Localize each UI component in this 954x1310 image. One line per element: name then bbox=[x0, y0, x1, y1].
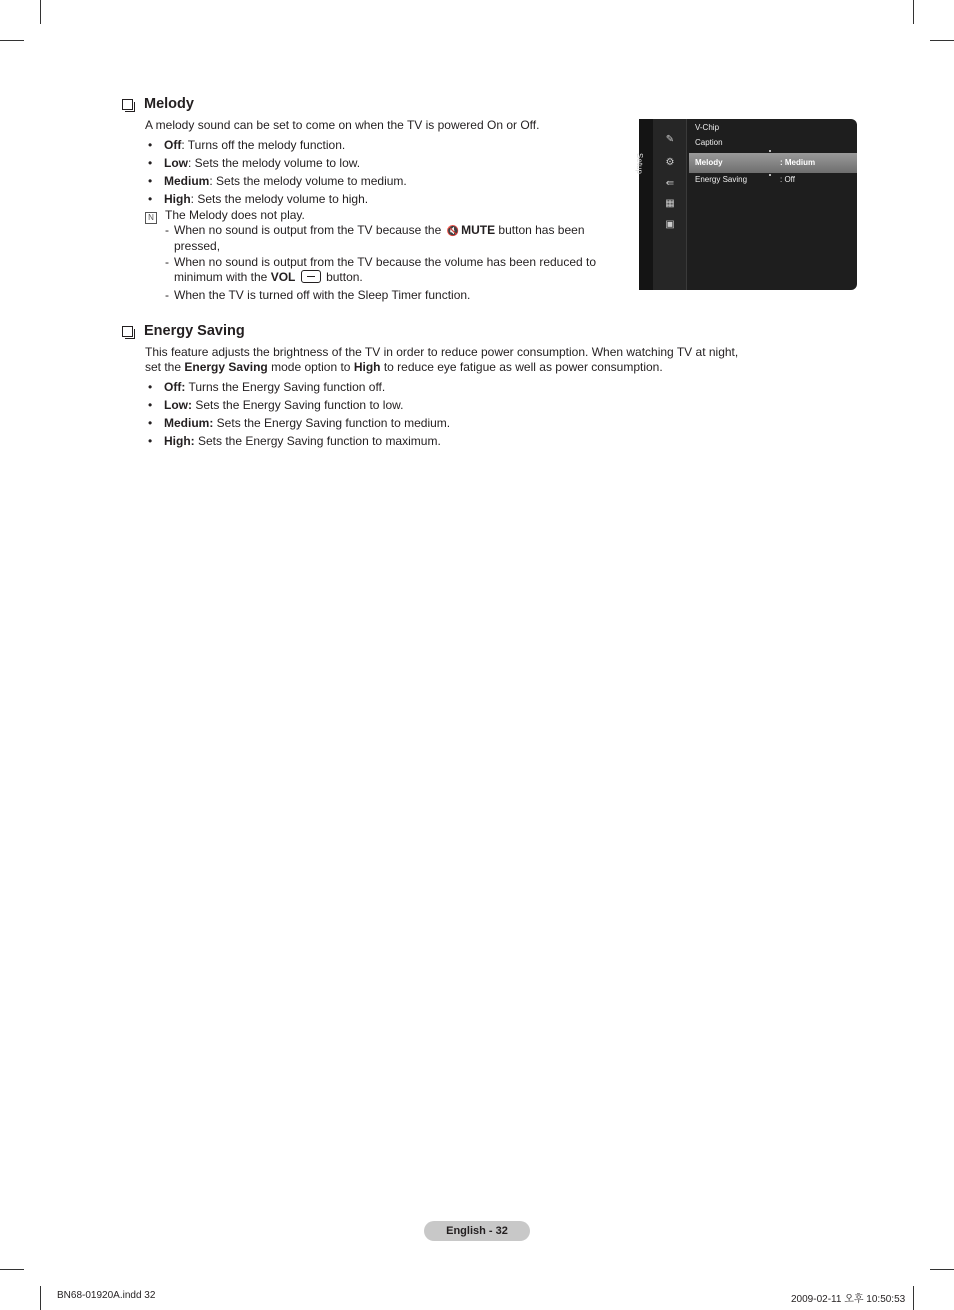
melody-note: N The Melody does not play. bbox=[145, 208, 305, 224]
list-item: • Off: Turns off the melody function. bbox=[146, 138, 407, 156]
page-number-badge: English - 32 bbox=[424, 1221, 530, 1241]
melody-options-list bbox=[146, 138, 407, 210]
melody-intro: A melody sound can be set to come on when the TV is powered On or Off. bbox=[145, 118, 540, 132]
list-item: • Medium: Sets the melody volume to medium. bbox=[146, 174, 407, 192]
picture-icon: ✎ bbox=[665, 134, 675, 145]
tv-setup-menu-screenshot bbox=[634, 119, 857, 290]
note-dash-item: - When no sound is output from the TV because the volume has been reduced to minimum with the VOL button. bbox=[165, 255, 597, 284]
file-name: BN68-01920A.indd 32 bbox=[57, 1290, 156, 1301]
crop-mark bbox=[930, 40, 954, 41]
input-icon: ⇚ bbox=[665, 178, 675, 189]
scroll-up-icon bbox=[769, 150, 771, 152]
list-item: • Off: Turns the Energy Saving function off. bbox=[146, 380, 450, 398]
note-dash-item: - When the TV is turned off with the Sleep Timer function. bbox=[165, 288, 471, 302]
list-item: • Low: Sets the Energy Saving function to low. bbox=[146, 398, 450, 416]
note-dash-item: - When no sound is output from the TV because the 🔇 MUTE button has been pressed, bbox=[165, 223, 585, 253]
energy-options-list bbox=[146, 380, 450, 452]
list-item: • High: Sets the Energy Saving function to maximum. bbox=[146, 434, 450, 452]
volume-minus-icon bbox=[301, 270, 321, 283]
note-icon: N bbox=[145, 212, 157, 224]
osd-sidebar bbox=[634, 119, 653, 290]
crop-mark bbox=[40, 1286, 41, 1310]
osd-menu-label: Setup bbox=[634, 153, 644, 174]
crop-mark bbox=[913, 0, 914, 24]
melody-title: Melody bbox=[144, 96, 194, 112]
mute-icon: 🔇 bbox=[446, 226, 460, 237]
list-item: • Low: Sets the melody volume to low. bbox=[146, 156, 407, 174]
osd-item-energy-saving: Energy Saving bbox=[695, 175, 748, 184]
energy-saving-description: This feature adjusts the brightness of the TV in order to reduce power consumption. When watching TV at night, set the Energy Saving mode option to High to reduce eye fatigue as well as power consumption. bbox=[145, 345, 739, 374]
application-icon: ▦ bbox=[665, 198, 675, 209]
support-icon: ▣ bbox=[665, 219, 675, 230]
crop-mark bbox=[0, 1269, 24, 1270]
osd-energy-value: : Off bbox=[780, 175, 795, 184]
osd-melody-value: : Medium bbox=[780, 158, 816, 167]
osd-icon-column bbox=[653, 119, 687, 290]
energy-saving-title: Energy Saving bbox=[144, 323, 245, 339]
list-item: • High: Sets the melody volume to high. bbox=[146, 192, 407, 210]
crop-mark bbox=[913, 1286, 914, 1310]
osd-item-caption: Caption bbox=[695, 138, 723, 147]
osd-item-melody: Melody bbox=[695, 158, 723, 167]
setup-gear-icon: ⚙ bbox=[665, 157, 675, 168]
crop-mark bbox=[0, 40, 24, 41]
scroll-down-icon bbox=[769, 174, 771, 176]
crop-mark bbox=[930, 1269, 954, 1270]
energy-saving-heading bbox=[122, 323, 245, 339]
osd-item-v-chip: V-Chip bbox=[695, 123, 720, 132]
print-timestamp: 2009-02-11 오후 10:50:53 bbox=[791, 1294, 906, 1305]
checkbox-square-icon bbox=[122, 99, 133, 110]
list-item: • Medium: Sets the Energy Saving function to medium. bbox=[146, 416, 450, 434]
melody-heading bbox=[122, 96, 194, 112]
checkbox-square-icon bbox=[122, 326, 133, 337]
crop-mark bbox=[40, 0, 41, 24]
